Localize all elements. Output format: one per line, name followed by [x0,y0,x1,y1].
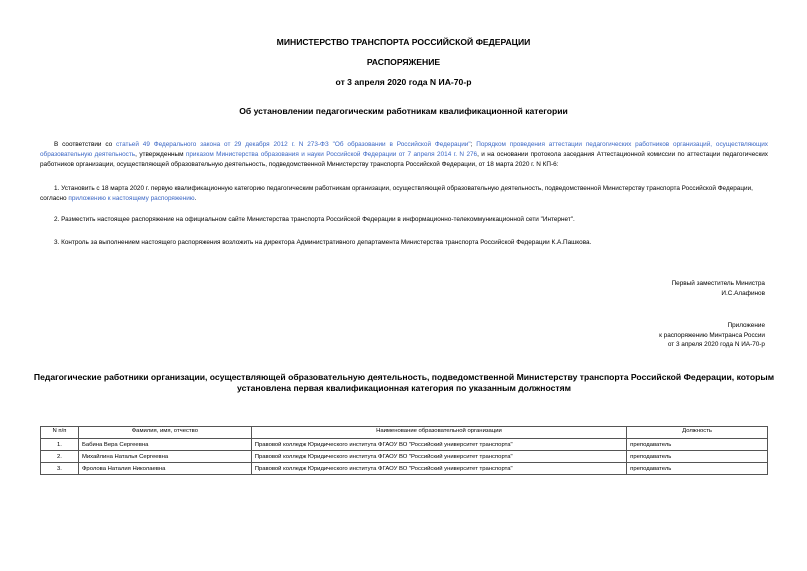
col-header-number: N п/п [41,427,79,439]
item-3-paragraph: 3. Контроль за выполнением настоящего распоряжения возложить на директора Административного департамента Министерства транспорта Российской Федерации К.А.Пашкова. [54,239,592,246]
row-position: преподаватель [627,451,768,463]
annex-reference [659,321,765,350]
annex-title: Педагогические работники организации, осуществляющей образовательную деятельность, подведомственной Министерству транспорта Российской Федерации, которым установлена первая квалификационная категория по указанным должностям [33,372,775,393]
table-header-row [41,427,768,439]
row-full-name: Михайлина Наталья Сергеевна [78,451,251,463]
annex-link[interactable]: приложению к настоящему распоряжению [68,195,195,202]
attestation-procedure-link[interactable]: Порядком проведения аттестации педагогических работников организаций, осуществляющих образовательную деятельность [40,141,768,158]
document-subject: Об установлении педагогическим работникам квалификационной категории [239,106,568,116]
row-number: 2. [41,451,79,463]
signature-block [672,279,765,298]
signature-name: И.С.Алафинов [721,289,765,297]
item-1-paragraph [40,184,768,204]
item-1-end: . [194,195,197,202]
row-organization: Правовой колледж Юридического института ФГАОУ ВО "Российский университет транспорта" [251,463,626,475]
col-header-position: Должность [627,427,768,439]
ministry-order-link[interactable]: приказом Министерства образования и науки Российской Федерации от 7 апреля 2014 г. N 276 [185,151,478,158]
preamble-text: , и на основании протокола заседания Аттестационной комиссии по аттестации педагогических работников организации, осуществляющей образовательную деятельность, подведомственной Министерству транспорта Российской Федерации, от 18 марта 2020 г. N КП-6: [40,151,769,168]
annex-date-ref: от 3 апреля 2020 года N ИА-70-р [667,341,765,348]
annex-label: Приложение [727,322,765,329]
preamble-text: В соответствии со [54,141,117,148]
row-number: 1. [41,439,79,451]
document-date-number: от 3 апреля 2020 года N ИА-70-р [335,77,472,87]
row-organization: Правовой колледж Юридического института ФГАОУ ВО "Российский университет транспорта" [251,451,626,463]
col-header-organization: Наименование образовательной организации [251,427,626,439]
signature-position: Первый заместитель Министра [671,280,765,287]
annex-order-ref: к распоряжению Минтранса России [659,331,765,339]
table-row [41,439,768,451]
document-type: РАСПОРЯЖЕНИЕ [366,57,441,67]
row-full-name: Бабина Вера Сергеевна [78,439,251,451]
ministry-heading: МИНИСТЕРСТВО ТРАНСПОРТА РОССИЙСКОЙ ФЕДЕРАЦИИ [276,37,531,47]
table-row [41,451,768,463]
row-number: 3. [41,463,79,475]
staff-table [40,426,768,475]
row-position: преподаватель [627,439,768,451]
item-2-paragraph: 2. Разместить настоящее распоряжение на официальном сайте Министерства транспорта Российской Федерации в информационно-телекоммуникационной сети "Интернет". [54,216,575,223]
preamble-text: , утвержденным [135,151,186,158]
law-link[interactable]: статьей 49 Федерального закона от 29 декабря 2012 г. N 273-ФЗ "Об образовании в Российской Федерации" [116,141,471,148]
row-full-name: Фролова Наталия Николаевна [78,463,251,475]
preamble-paragraph [40,140,768,170]
row-organization: Правовой колледж Юридического института ФГАОУ ВО "Российский университет транспорта" [251,439,626,451]
row-position: преподаватель [627,463,768,475]
item-1-text: 1. Установить с 18 марта 2020 г. первую квалификационную категорию педагогическим работникам организации, осуществляющей образовательную деятельность, подведомственной Министерству транспорта Российской Федерации, согласно [40,185,753,202]
table-row [41,463,768,475]
preamble-text: ; [470,141,477,148]
col-header-name: Фамилия, имя, отчество [78,427,251,439]
